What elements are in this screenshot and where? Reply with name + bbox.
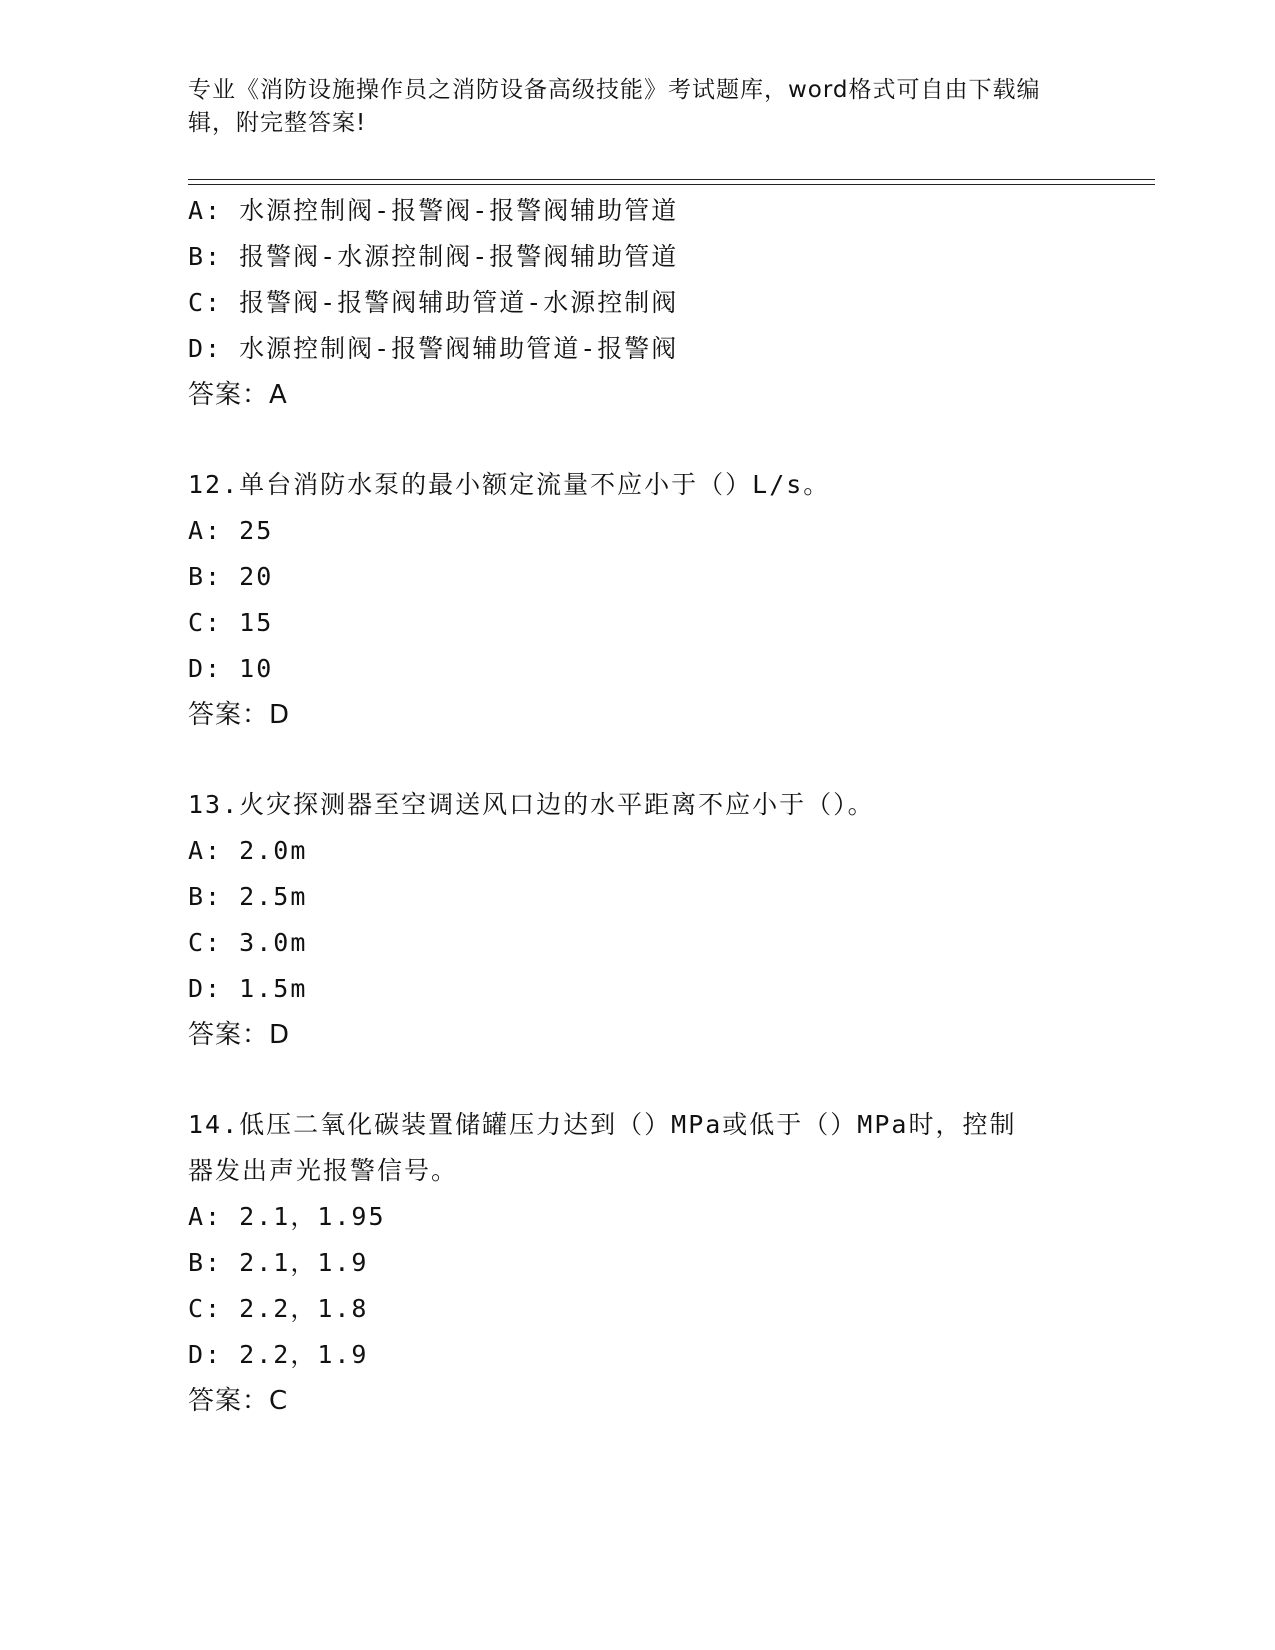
question-text: 14.低压二氧化碳装置储罐压力达到（）MPa或低于（）MPa时，控制 xyxy=(188,1110,1017,1139)
option-key: C: xyxy=(188,1294,223,1323)
question-list xyxy=(188,462,1148,1424)
option-key: B: xyxy=(188,882,223,911)
question-text: 12.单台消防水泵的最小额定流量不应小于（）L/s。 xyxy=(188,470,831,499)
document-header xyxy=(188,74,1088,140)
option-spacer xyxy=(222,654,239,683)
answer-label: 答案： xyxy=(188,1386,270,1416)
option-line xyxy=(188,188,1148,234)
answer-label: 答案： xyxy=(188,700,270,730)
option-spacer xyxy=(222,1340,239,1369)
option-key: D: xyxy=(188,974,223,1003)
answer-line xyxy=(188,1378,1148,1424)
option-key: C: xyxy=(188,928,223,957)
option-key: B: xyxy=(188,1248,223,1277)
answer-value: A xyxy=(269,380,288,410)
option-text: 2.1，1.9 xyxy=(239,1248,369,1277)
option-line xyxy=(188,874,1148,920)
option-text: 2.1，1.95 xyxy=(239,1202,386,1231)
option-line xyxy=(188,920,1148,966)
question-text: 13.火灾探测器至空调送风口边的水平距离不应小于（）。 xyxy=(188,790,875,819)
option-text: 3.0m xyxy=(239,928,308,957)
option-spacer xyxy=(222,974,239,1003)
option-line xyxy=(188,508,1148,554)
answer-line xyxy=(188,372,1148,418)
question-block xyxy=(188,462,1148,738)
option-text: 25 xyxy=(239,516,274,545)
option-line xyxy=(188,1240,1148,1286)
answer-value: C xyxy=(269,1386,289,1416)
option-key: D: xyxy=(188,1340,223,1369)
answer-line xyxy=(188,692,1148,738)
option-key: A: xyxy=(188,836,223,865)
option-key: B: xyxy=(188,242,223,271)
option-key: A: xyxy=(188,196,223,225)
answer-label: 答案： xyxy=(188,380,270,410)
option-key: A: xyxy=(188,516,223,545)
question-block xyxy=(188,1102,1148,1424)
option-spacer xyxy=(222,608,239,637)
question-content xyxy=(188,188,1148,1424)
option-line xyxy=(188,554,1148,600)
option-spacer xyxy=(222,562,239,591)
option-spacer xyxy=(222,1294,239,1323)
question-text: 器发出声光报警信号。 xyxy=(188,1156,459,1185)
option-text: 报警阀-水源控制阀-报警阀辅助管道 xyxy=(239,242,679,271)
answer-line xyxy=(188,1012,1148,1058)
option-line xyxy=(188,646,1148,692)
option-spacer xyxy=(222,836,239,865)
option-key: A: xyxy=(188,1202,223,1231)
option-line xyxy=(188,234,1148,280)
header-line-1: 专业《消防设施操作员之消防设备高级技能》考试题库，word格式可自由下载编 xyxy=(188,77,1041,103)
option-text: 水源控制阀-报警阀辅助管道-报警阀 xyxy=(239,334,679,363)
header-divider-bottom xyxy=(188,184,1155,185)
option-text: 1.5m xyxy=(239,974,308,1003)
option-key: C: xyxy=(188,288,223,317)
answer-value: D xyxy=(269,1020,291,1050)
option-text: 水源控制阀-报警阀-报警阀辅助管道 xyxy=(239,196,679,225)
option-spacer xyxy=(222,196,239,225)
option-key: D: xyxy=(188,654,223,683)
option-line xyxy=(188,828,1148,874)
option-line xyxy=(188,1194,1148,1240)
option-text: 20 xyxy=(239,562,274,591)
option-spacer xyxy=(222,242,239,271)
option-text: 2.5m xyxy=(239,882,308,911)
option-key: B: xyxy=(188,562,223,591)
option-spacer xyxy=(222,334,239,363)
option-line xyxy=(188,1332,1148,1378)
option-key: C: xyxy=(188,608,223,637)
option-text: 10 xyxy=(239,654,274,683)
answer-value: D xyxy=(269,700,291,730)
option-spacer xyxy=(222,928,239,957)
answer-label: 答案： xyxy=(188,1020,270,1050)
option-spacer xyxy=(222,288,239,317)
option-text: 2.2，1.8 xyxy=(239,1294,369,1323)
continued-question xyxy=(188,188,1148,418)
option-text: 2.2，1.9 xyxy=(239,1340,369,1369)
question-block xyxy=(188,782,1148,1058)
option-line xyxy=(188,326,1148,372)
option-line xyxy=(188,600,1148,646)
option-spacer xyxy=(222,1202,239,1231)
header-line-2: 辑，附完整答案! xyxy=(188,110,367,136)
option-key: D: xyxy=(188,334,223,363)
option-spacer xyxy=(222,516,239,545)
option-text: 2.0m xyxy=(239,836,308,865)
option-spacer xyxy=(222,882,239,911)
header-divider-top xyxy=(188,179,1155,180)
option-line xyxy=(188,280,1148,326)
option-line xyxy=(188,966,1148,1012)
option-text: 15 xyxy=(239,608,274,637)
option-line xyxy=(188,1286,1148,1332)
option-text: 报警阀-报警阀辅助管道-水源控制阀 xyxy=(239,288,679,317)
option-spacer xyxy=(222,1248,239,1277)
